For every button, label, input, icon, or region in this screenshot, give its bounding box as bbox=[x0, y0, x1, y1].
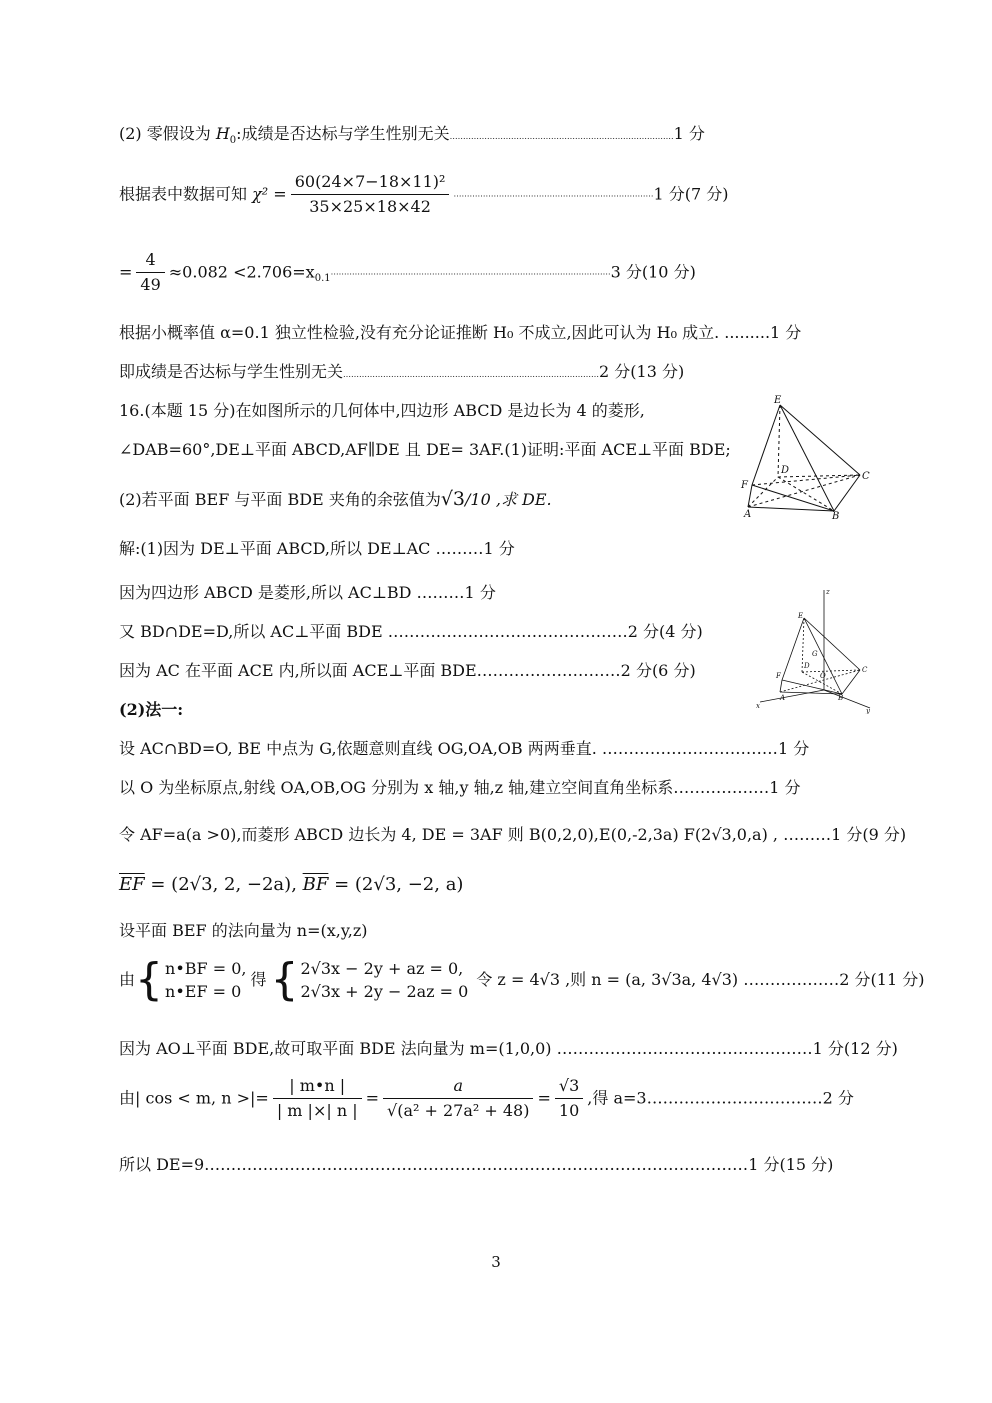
equation-1: 2√3x − 2y + az = 0, bbox=[300, 959, 464, 978]
score: 2 分(4 分) bbox=[627, 622, 703, 641]
score: 1 分 bbox=[673, 124, 705, 143]
label-x: x bbox=[756, 702, 760, 710]
text: 由 bbox=[119, 970, 136, 990]
text: 令 z = 4√3 ,则 n = (a, 3√3a, 4√3) ……………… bbox=[476, 970, 840, 990]
fraction bbox=[136, 250, 164, 295]
label-o: O bbox=[820, 672, 826, 680]
problem-16-line-2 bbox=[119, 440, 731, 460]
equals: = bbox=[365, 1088, 380, 1108]
text: 因为四边形 ABCD 是菱形,所以 AC⊥BD ……… bbox=[119, 583, 465, 602]
solution-line-5 bbox=[119, 739, 809, 759]
text: = (2√3, −2, a) bbox=[328, 874, 464, 895]
score: 1 分 bbox=[777, 739, 810, 758]
solution-line-2 bbox=[119, 583, 496, 603]
text: 由| cos < m, n >|= bbox=[119, 1088, 269, 1108]
label-a: A bbox=[780, 694, 786, 702]
solution-line-6 bbox=[119, 778, 801, 798]
left-brace: { bbox=[135, 954, 164, 1006]
text: 设平面 BEF 的法向量为 n=(x,y,z) bbox=[119, 921, 368, 940]
fraction bbox=[555, 1076, 583, 1121]
text: = (2√3, 2, −2a), bbox=[144, 874, 303, 895]
fraction bbox=[383, 1076, 533, 1121]
subscript: 0.1 bbox=[314, 273, 331, 285]
score: 1 分(12 分) bbox=[812, 1039, 898, 1058]
text: 根据小概率值 α=0.1 独立性检验,没有充分论证推断 H₀ 不成立,因此可认为 H₀ 成立. ......... bbox=[119, 323, 771, 342]
label-d: D bbox=[804, 662, 810, 670]
label-b: B bbox=[832, 511, 840, 520]
left-brace: { bbox=[270, 954, 299, 1006]
text: 即成绩是否达标与学生性别无关 bbox=[119, 362, 344, 381]
solution-line-1 bbox=[119, 539, 515, 559]
label-e: E bbox=[774, 395, 782, 406]
leader-dots: …………………………………………………………………………………… bbox=[343, 370, 600, 379]
label-e: E bbox=[798, 612, 804, 620]
text: 因为 AC 在平面 ACE 内,所以面 ACE⊥平面 BDE……………………… bbox=[119, 661, 621, 680]
sqrt: √3 bbox=[440, 488, 466, 510]
score: 1 分 bbox=[483, 539, 515, 558]
denominator: 35×25×18×42 bbox=[309, 197, 431, 216]
text: 根据表中数据可知 bbox=[119, 184, 253, 204]
geometry-figure bbox=[738, 395, 876, 520]
final-answer-line bbox=[119, 1155, 833, 1175]
equals: = bbox=[119, 262, 133, 282]
numerator: 60(24×7−18×11)² bbox=[291, 172, 450, 195]
line-conclusion bbox=[119, 323, 801, 343]
denominator: 49 bbox=[140, 275, 161, 294]
text: 令 AF=a(a >0),而菱形 ABCD 边长为 4, DE = 3AF 则 B(0,2,0),E(0,-2,3a) F(2√3,0,a) , ……… bbox=[119, 825, 832, 844]
line-conclusion-2 bbox=[119, 362, 684, 382]
system-line bbox=[119, 954, 925, 1006]
numerator: 4 bbox=[136, 250, 164, 273]
text: 设 AC∩BD=O, BE 中点为 G,依题意则直线 OG,OA,OB 两两垂直. …………………………… bbox=[119, 739, 778, 758]
score: 1 分(7 分) bbox=[653, 184, 729, 204]
score: 1 分(9 分) bbox=[831, 825, 907, 844]
label-b: B bbox=[838, 694, 844, 702]
leader-dots: ………………………………………………………………………… bbox=[449, 132, 674, 141]
text: (2)若平面 BEF 与平面 BDE 夹角的余弦值为 bbox=[119, 490, 441, 509]
denominator: √(a² + 27a² + 48) bbox=[387, 1101, 530, 1120]
problem-16-line-1 bbox=[119, 401, 645, 421]
condition-2: n•EF = 0 bbox=[165, 982, 242, 1002]
text: ,得 a=3…………………………… bbox=[587, 1088, 823, 1108]
solution-line-4 bbox=[119, 661, 696, 681]
chi-symbol: χ² = bbox=[252, 184, 287, 204]
text: 又 BD∩DE=D,所以 AC⊥平面 BDE ……………………………………… bbox=[119, 622, 628, 641]
label-c: C bbox=[862, 666, 868, 674]
h-symbol: H bbox=[215, 124, 230, 143]
score: 1 分 bbox=[464, 583, 496, 602]
label-f: F bbox=[741, 480, 748, 491]
page-number: 3 bbox=[491, 1253, 501, 1271]
leader-dots: ………………………………………………………………… bbox=[453, 189, 654, 199]
label-z: z bbox=[826, 588, 830, 596]
vector-line bbox=[119, 874, 463, 897]
label-f: F bbox=[776, 672, 781, 680]
text: 所以 DE=9………………………………………………………………………………………… bbox=[119, 1155, 749, 1174]
label-d: D bbox=[781, 465, 790, 476]
line-chi-square bbox=[119, 172, 728, 217]
problem-16-line-3 bbox=[119, 488, 552, 512]
vector-ef: $\overline{EF}$ bbox=[119, 874, 145, 895]
score: 2 分(13 分) bbox=[599, 362, 685, 381]
numerator: | m•n | bbox=[273, 1076, 362, 1099]
denominator: | m |×| n | bbox=[276, 1101, 358, 1120]
text: 因为 AO⊥平面 BDE,故可取平面 BDE 法向量为 m=(1,0,0) ………………………………………… bbox=[119, 1039, 813, 1058]
text: :成绩是否达标与学生性别无关 bbox=[236, 124, 450, 143]
denominator: 10 bbox=[558, 1101, 580, 1120]
text: (2) 零假设为 bbox=[119, 124, 216, 143]
solution-line-8 bbox=[119, 1039, 898, 1059]
line-null-hypothesis bbox=[119, 124, 705, 148]
label-g: G bbox=[812, 650, 818, 658]
label-y: y bbox=[866, 707, 870, 714]
coordinate-figure bbox=[752, 584, 880, 714]
text: 16.(本题 15 分)在如图所示的几何体中,四边形 ABCD 是边长为 4 的菱形, bbox=[119, 401, 645, 420]
text: (2)法一: bbox=[119, 700, 184, 719]
score: 1 分 bbox=[769, 778, 801, 797]
fraction bbox=[273, 1076, 362, 1121]
equals: = bbox=[537, 1088, 551, 1108]
equation-stack bbox=[300, 957, 468, 1003]
text: ≈0.082 <2.706=x bbox=[168, 262, 315, 282]
condition-stack bbox=[165, 957, 246, 1003]
equation-2: 2√3x + 2y − 2az = 0 bbox=[300, 982, 469, 1002]
score: 1 分 bbox=[770, 323, 802, 342]
subscript: 0 bbox=[229, 135, 237, 147]
leader-dots: …………………………………………………………………………………………… bbox=[330, 267, 611, 277]
score: 2 分(11 分) bbox=[839, 970, 925, 990]
numerator: a bbox=[383, 1076, 533, 1099]
fraction bbox=[291, 172, 450, 217]
text: ∠DAB=60°,DE⊥平面 ABCD,AF∥DE 且 DE= 3AF.(1)证明:平面 ACE⊥平面 BDE; bbox=[119, 440, 731, 459]
score: 1 分(15 分) bbox=[748, 1155, 834, 1174]
condition-1: n•BF = 0, bbox=[165, 959, 247, 978]
method-one-heading bbox=[119, 700, 183, 720]
text: 得 bbox=[250, 970, 267, 990]
score: 3 分(10 分) bbox=[610, 262, 696, 282]
line-result bbox=[119, 250, 696, 295]
text: 以 O 为坐标原点,射线 OA,OB,OG 分别为 x 轴,y 轴,z 轴,建立空间直角坐标系……………… bbox=[119, 778, 770, 797]
score: 2 分 bbox=[822, 1088, 854, 1108]
numerator: √3 bbox=[555, 1076, 583, 1099]
cosine-line bbox=[119, 1076, 854, 1121]
normal-vector-line bbox=[119, 921, 368, 941]
vector-bf: $\overline{BF}$ bbox=[302, 874, 329, 895]
text: /10 ,求 DE. bbox=[465, 490, 552, 509]
label-c: C bbox=[862, 471, 870, 482]
solution-line-7 bbox=[119, 825, 906, 845]
solution-line-3 bbox=[119, 622, 703, 642]
text: 解:(1)因为 DE⊥平面 ABCD,所以 DE⊥AC ……… bbox=[119, 539, 484, 558]
score: 2 分(6 分) bbox=[620, 661, 696, 680]
label-a: A bbox=[744, 509, 752, 520]
